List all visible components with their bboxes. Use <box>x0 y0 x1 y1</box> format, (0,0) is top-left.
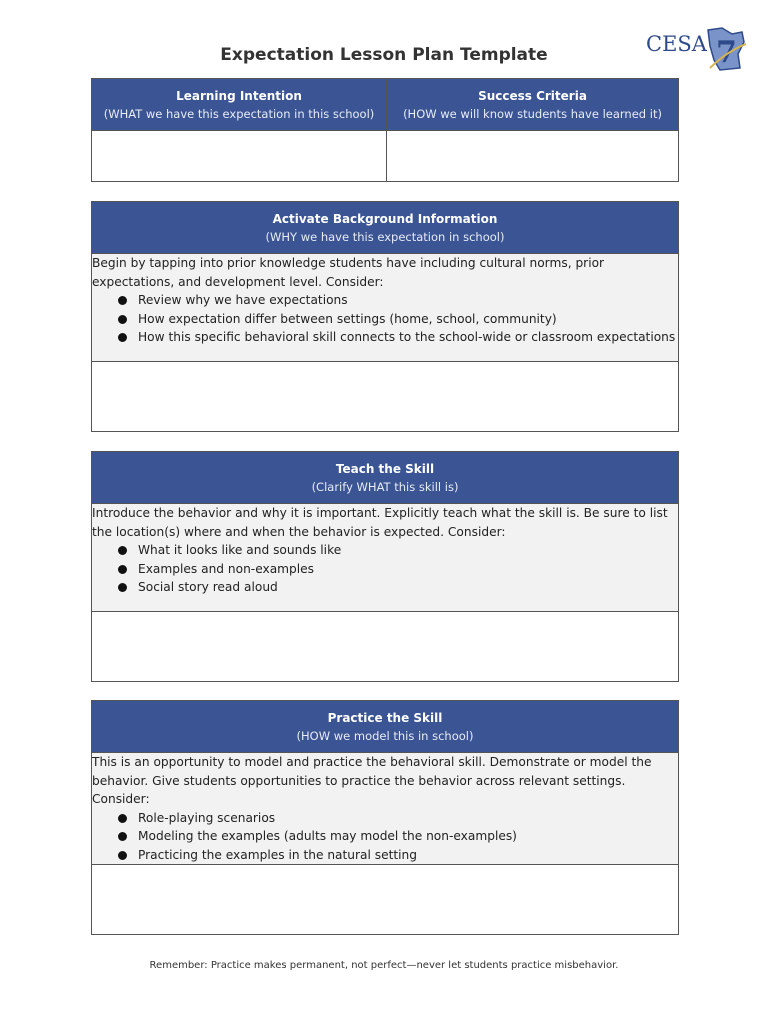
footer-note: Remember: Practice makes permanent, not perfect—never let students practice misbehavior. <box>149 960 619 971</box>
bullet-item: Examples and non-examples <box>118 560 678 579</box>
section-header: Practice the Skill (HOW we model this in school) <box>92 701 679 753</box>
bullet-item: Review why we have expectations <box>118 291 678 310</box>
section-teach-skill <box>91 451 679 682</box>
cesa-logo <box>646 24 750 74</box>
logo-text: CESA <box>646 32 707 56</box>
section-header: Activate Background Information (WHY we have this expectation in school) <box>92 202 679 254</box>
learning-intention-entry[interactable] <box>92 131 387 182</box>
wisconsin-map-icon <box>702 24 750 74</box>
section-intro: Introduce the behavior and why it is important. Explicitly teach what the skill is. Be sure to list the location(s) where and when the behavior is expected. Consider: <box>92 506 668 539</box>
section-instructions <box>92 254 679 362</box>
bullet-item: What it looks like and sounds like <box>118 541 678 560</box>
section-entry-area[interactable] <box>92 612 679 682</box>
section-instructions <box>92 504 679 612</box>
bullet-item: How this specific behavioral skill connects to the school-wide or classroom expectations <box>118 328 678 347</box>
learning-intention-header: Learning Intention (WHAT we have this expectation in this school) <box>92 79 387 131</box>
section-intro: Begin by tapping into prior knowledge students have including cultural norms, prior expectations, and development level. Consider: <box>92 256 605 289</box>
section-intro: This is an opportunity to model and practice the behavioral skill. Demonstrate or model the behavior. Give students opportunities to practice the behavior across relevant settings. Consider: <box>92 755 652 806</box>
bullet-item: Modeling the examples (adults may model the non-examples) <box>118 827 678 846</box>
success-criteria-header: Success Criteria (HOW we will know students have learned it) <box>387 79 679 131</box>
intention-criteria-table <box>91 78 679 182</box>
section-instructions <box>92 753 679 865</box>
section-activate-background <box>91 201 679 432</box>
section-practice-skill <box>91 700 679 935</box>
section-entry-area[interactable] <box>92 865 679 935</box>
section-header: Teach the Skill (Clarify WHAT this skill is) <box>92 452 679 504</box>
bullet-item: Social story read aloud <box>118 578 678 597</box>
bullet-item: Role-playing scenarios <box>118 809 678 828</box>
logo-number: 7 <box>716 35 737 70</box>
bullet-item: Practicing the examples in the natural setting <box>118 846 678 865</box>
section-entry-area[interactable] <box>92 362 679 432</box>
page-title: Expectation Lesson Plan Template <box>220 45 548 65</box>
success-criteria-entry[interactable] <box>387 131 679 182</box>
bullet-item: How expectation differ between settings (home, school, community) <box>118 310 678 329</box>
